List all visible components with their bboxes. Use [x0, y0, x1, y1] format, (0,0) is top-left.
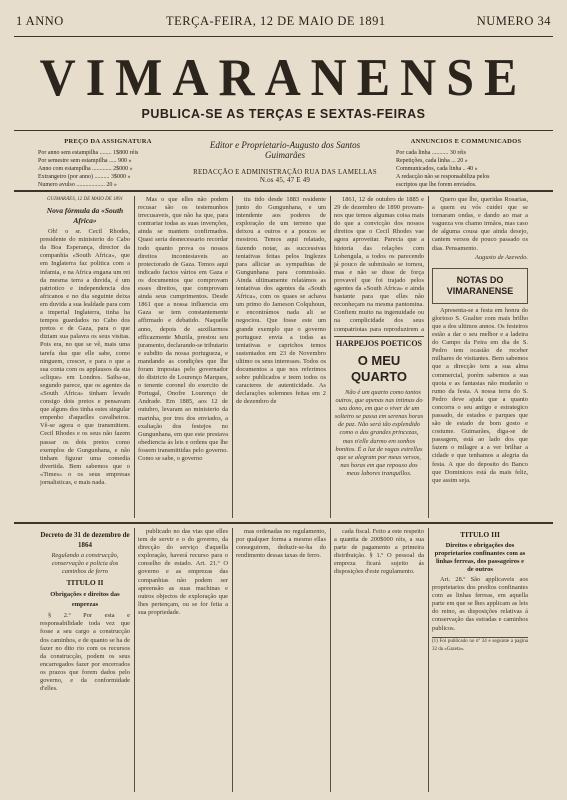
ad-price-line: A redacção não se responsabiliza pelos: [396, 174, 490, 180]
issue-date: TERÇA-FEIRA, 12 DE MAIO DE 1891: [166, 14, 386, 28]
editor-line: Editor e Proprietario-Augusto dos Santos Guimarães: [209, 140, 361, 160]
price-line: Anno com estampilha ............. 2$000 »: [38, 166, 133, 172]
article-body: mas ordenadas no regulamento, por qualquer forma a mesmo ellas conseguirem, deduzir-se-ha do rendimento dessas taxas de ferro.: [236, 528, 326, 560]
ad-price-line: Communicados, cada linha .. 40 »: [396, 166, 478, 172]
decree-titulo: TITULO II: [66, 578, 104, 588]
column-divider: [330, 528, 331, 792]
issue-number: NUMERO 34: [476, 14, 551, 28]
lower-column-2: [138, 528, 228, 790]
ad-price-line: escriptos que lhe forem enviados.: [396, 182, 477, 188]
lower-column-4: [334, 528, 424, 790]
mid-rule: [14, 522, 553, 524]
decree-subtitle: Regulando a construcção, conservação e policia dos caminhos de ferro: [51, 552, 119, 576]
notes-title: NOTAS DO VIMARANENSE: [446, 274, 514, 296]
article-body: tiu tido desde 1883 residente junto do Gungunhana, e um intendente aos poderes de exploração de um terreno que deixou a outros e a poucos se mostrou. Temos aqui relatado, fazendo notar, as successivas tentativas feitas pelos Inglezes para alliciar as sympathias de Gungunhana para commissão. Ainda ultimamente relatámos as tentativas dos agentes da «South Africa», com os quaes se achava um primo do Jameson Colquhoun, e encontrámos nada ali se negociou. Que fosse este um grande exemplo que o governo portuguez envia a todas as tentativas e caprichos temos sustentados em 23 de Novembro ultimo os seus interesses. Todos os documentos a que nos referimos sobre publicados e teem todos os caracteres de autenticidade. As declarações solemnes feitas em 2 de dezembro de: [236, 196, 326, 406]
column-divider: [134, 528, 135, 792]
column-divider: [428, 528, 429, 792]
masthead-subtitle: PUBLICA-SE AS TERÇAS E SEXTAS-FEIRAS: [141, 107, 426, 121]
column-divider: [428, 196, 429, 518]
dateline: GUIMARÃES, 12 DE MAIO DE 1891: [46, 197, 124, 202]
article-body: publicado no das vias que elles tem de servir e o do governo, da direcção do serviço d'aquella exploração, haverá recurso para o conselho de estado. Art. 21.º O governo e as emprezas das companhias não podem ser apreensão as suas machinas e outros objectos de exploração que lhes pertençam, ou se for feita a sua propriedade.: [138, 528, 228, 616]
top-rule: [14, 36, 553, 37]
article-title: Nova fórmula da «South Africa»: [46, 206, 124, 226]
column-3: [236, 196, 326, 516]
notes-box: [432, 268, 528, 304]
poem-divider: [334, 336, 424, 337]
address-line: REDACÇÃO E ADMINISTRAÇÃO RUA DAS LAMELLAS N.os 45, 47 E 49: [193, 168, 377, 184]
decree-section: Obrigações e direitos das emprezas: [50, 591, 120, 609]
column-2: [138, 196, 228, 516]
column-divider: [232, 196, 233, 518]
ads-prices: [396, 138, 536, 188]
article-body: Oh! o sr. Cecil Rhodes, presidente do ministerio do Cabo da Boa Esperança, director da companhia «South Africa», que em Inglaterra faz politica com a infamia, e na Africa engana um rei da mesma terra a duvida, é um patriotico e independencia dos africanos e no dia seguinte deixa em duvida a sua lealdade para com a imperial Inglaterra, tinha ha tempos guardados no Cabo dos pretos e de Gaza, para o que diziam sua palavra os seus visitas. Pois era, no que se vê, mais uma tarefa das que elle sabe, como ninguem, crescer, e para o que a sua conta com os applausos da sua «clique» em Londres. Saiba-se, segundo parece, que os agentes da «South Africa» tinham levado consigo dois pretos e pensavam que alguns dos tinha estes singular empenho d'aquelles cavalheiros. Vê-se agora o que transmittem. Cecil Rhodes e os seus não fazem passar os dois pretos como exemplos de Gungunhana, e não tinham figurar uma comedia divertida. Bem sabemos que o «Times» o os seus empresas jornalisticas, e mais nada.: [40, 228, 130, 486]
issue-year: 1 ANNO: [16, 14, 64, 28]
masthead-title: VIMARANENSE: [39, 47, 528, 107]
ads-title: ANNUNCIOS E COMMUNICADOS: [410, 138, 522, 145]
signature: Augusto de Azevedo.: [475, 253, 528, 261]
decree-title: Decreto de 31 de dezembro de 1864: [40, 531, 130, 549]
header-rule-top: [14, 130, 553, 131]
price-line: Numero avulso ................... 20 »: [38, 182, 117, 188]
lower-column-5: [432, 528, 528, 790]
notes-body: Apresenta-se a festa em honra do glorioso S. Gualter com mais brilho que a dos ultimos annos. Os festeiros estão a dar o seu melhor e a ladeira do Campo da Feira em dia de S. Pedro tem ocasião de receber milhares de visitantes. Bem sabemos que a direcção tem a sua alma commercial, porém sabemos a sua quota e as fantasias não mudarão o rumo da festa. A nossa terra do S. Pedro deve ajuda que a quanto concorra o seu antigo e estrategico passado, de estados e parques que são de estado de bom gosto e costume. Guimarães, diga-se de passagem, está ao lado dos que fazem o milagre a a ver brilhar a cidade e que tenhamos a alegria da festa. A que do deposito do Banco que Dominicos está da mais feliz, que assim seja.: [432, 306, 528, 484]
lower-column-3: [236, 528, 326, 790]
column-divider: [232, 528, 233, 792]
article-body: Quero que lhe, queridas Rosarias, a quem eu vós cuidei que se tornaram ondas, e dando ao mar a vagueza vos chamo irmãos, mas caso de alguma cousa que ainda desejo, cantem versos de pouco passado os dias. Pensamento.: [432, 196, 528, 252]
price-line: Extrangeiro (por anno) .......... 3$000 »: [38, 174, 131, 180]
ad-price-line: Repetições, cada linha ... 20 »: [396, 158, 468, 164]
editor-block: [190, 140, 380, 184]
article-body: 1861, 12 de outubro de 1885 e 29 de dezembro de 1890 provam-nos que temos algumas coisa mais do que a convicção dos nossos direitos que o Cecil Rhodes vae agora aproveitar. Parecia que a historia das relações com Lobengula, a todos os parecendo já pouco de submissão se tornou, mas e não se disse de força provavel que foi trajado pelos agentes da «South Africa» e ainda bastante para que elles não reconheçam na mesma pantomina. Confiem muito na ingenuidade ou na complicidade dos seus compatriotas para reproduzirem a: [334, 196, 424, 332]
subscription-prices: [38, 138, 178, 188]
poem-body: Não é um quarto como tantos outros, que apenas nas intimas do seu dono, em que o viver de um solteiro se passa em serenas horas de paz. Não será tão esplendido como o das grandes princezas, mas n'elle durmo em sonhos bonitos. É a luz de vagas estrellas que se alegram por meus versos, nas horas em que repouso dos meus labores tranquillos.: [334, 389, 424, 477]
article-body: cada fiscal. Feito a este respeito a quantia de 200$000 réis, a sua parte de pagamento a primeira distribuição. § 1.º O pessoal da empreza ficará sujeito ás disposições d'este regulamento.: [334, 528, 424, 576]
footnote: (1) Foi publicado no nº 34 e seguinte a pagina 32 da «Gazeta».: [432, 637, 528, 654]
column-4: [334, 196, 424, 518]
issue-line: [14, 12, 553, 36]
column-1: [40, 196, 130, 516]
poem-title: O MEU QUARTO: [350, 353, 408, 384]
column-divider: [134, 196, 135, 518]
decree-body: § 2.º Por esta e responsabilidade toda vez que fosse a seu cargo a construcção dos caminhos, e de quanto se ha de fazer no dito rio com os recursos da construcção, podem os seus encarregados fazer por encerrados os prazos que forem dados pelo governo, e da conformidade d'elles.: [40, 612, 130, 693]
lower-column-1: [40, 528, 130, 790]
header-rule-bottom: [14, 190, 553, 192]
titulo-iii: TITULO III: [460, 530, 500, 539]
article-body: Mas o que elles não podem recusar são os testemunhos irrecusaveis, que não ha que, para contrariar todas as suas invenções, ainda se mantem confirmados. Quasi seria desnecessario recordar todo quanto prova os nossos direitos incontestaveis ao protectorado de Gaza. Temos aqui indicado factos vários em Gaza e os documentos que comprovam esses direitos, que comprovam ainda seus cumprimentos. Desde 1861 que a nossa influencia em Gaza se tem constantemente affirmado e debatido. Naquelle anno, depois de auxiliarmos efficazmente Muzila, prestou seu juramento, declarando-se tributario e subdito da nossa portugueza, e mandando as condições que lhe foram impostas pelo governador do districto de Lourenço Marques, o tenente coronel do exercito de Portugal, Onofre Lourenço de Andrade. Em 1885, aos 12 de outubro, levaram ao ministerio da marinha, por tres dos enviados, a exaltação dos festejos no Gungunhana, em que este prestava obediencia ás leis e ordens que lhe fossem transmittidas pelo governo. Como se sabe, o governo: [138, 196, 228, 462]
price-line: Por semestre sem estampilha ..... 900 »: [38, 158, 132, 164]
subscription-title: PREÇO DA ASSIGNATURA: [64, 138, 152, 145]
article-body: Art. 28.º São applicaveis aos proprietarios dos predios confinantes com as linhas ferreas, em aquella parte em que se lhes applicam as leis do reino, as disposições relativas á conservação das estradas e caminhos publicos.: [432, 576, 528, 632]
column-5: [432, 196, 528, 516]
titulo-iii-section: Direitos e obrigações dos proprietarios confinantes com as linhas ferreas, dos passageiros e de outros: [434, 542, 526, 573]
price-line: Por anno sem estampilha ........ 1$800 réis: [38, 150, 139, 156]
ad-price-line: Por cada linha ........... 30 réis: [396, 150, 466, 156]
column-divider: [330, 196, 331, 518]
poem-section-title: HARPEJOS POETICOS: [335, 339, 422, 348]
